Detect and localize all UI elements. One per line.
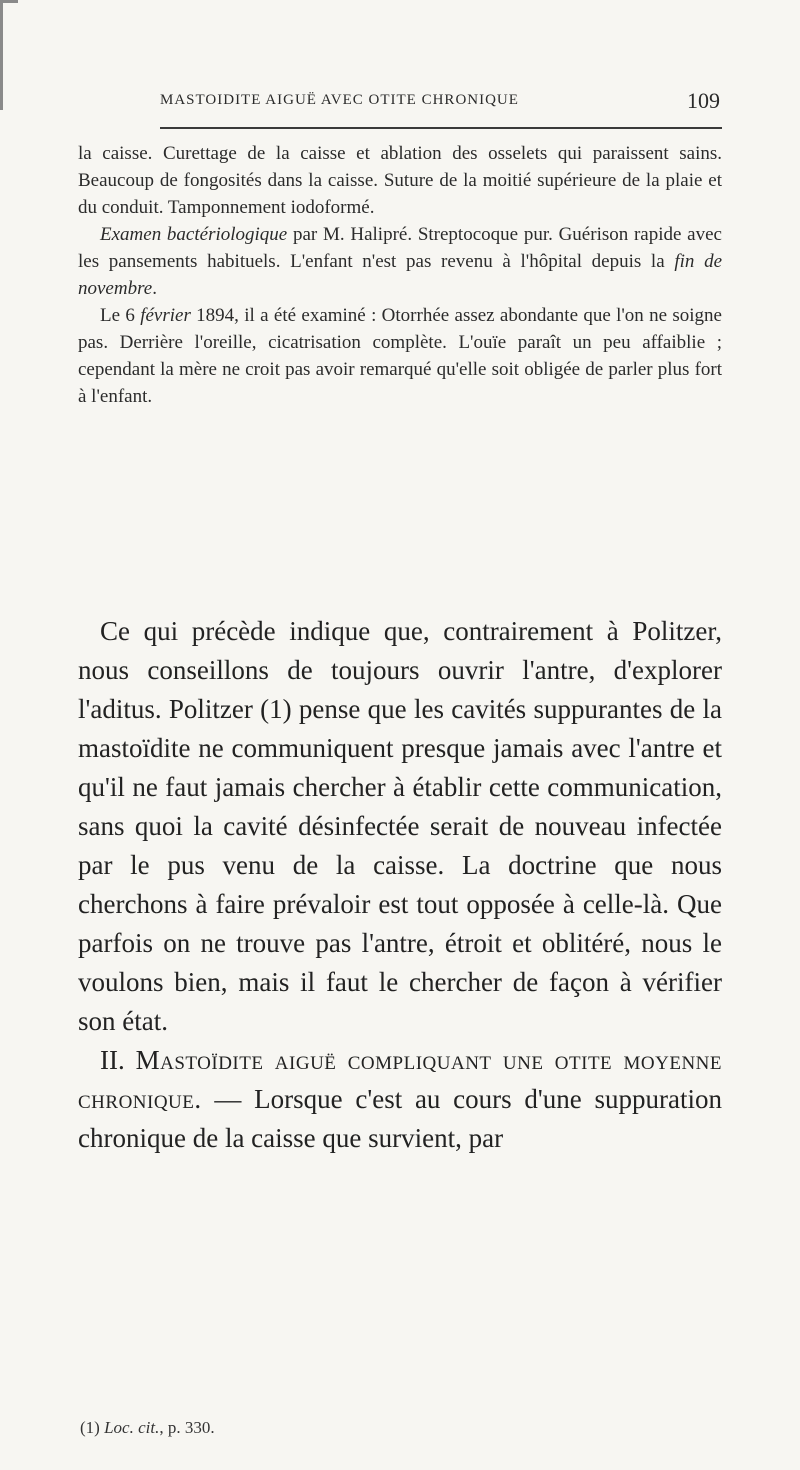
main-text — [78, 612, 722, 1158]
footnote-marker: (1) — [80, 1418, 105, 1437]
section-title: Mastoïdite aiguë compliquant une otite moyenne chronique. — [78, 1045, 722, 1114]
case-text: par M. Halipré. Streptocoque pur. Guérison rapide avec les pansements habituels. L'enfant n'est pas revenu à l'hôpital depuis la — [78, 224, 722, 272]
running-head: MASTOIDITE AIGUË AVEC OTITE CHRONIQUE — [160, 92, 519, 108]
case-text: 1894, il a été examiné : Otorrhée assez abondante que l'on ne soigne pas. Derrière l'oreille, cicatrisation complète. L'ouïe paraît un peu affaiblie ; cependant la mère ne croit pas avoir remarqué qu'elle soit obligée de parler plus fort à l'enfant. — [78, 305, 722, 407]
case-label: Examen bactériologique — [100, 224, 288, 245]
case-date: fin de novembre — [78, 251, 722, 299]
section-paragraph — [78, 1041, 722, 1158]
case-paragraph-1: la caisse. Curettage de la caisse et ablation des osselets qui paraissent sains. Beaucoup de fongosités dans la caisse. Suture de la moitié supérieure de la plaie et du conduit. Tamponnement iodoformé. — [78, 143, 722, 218]
page-edge-rule — [0, 0, 3, 110]
footnote — [80, 1418, 215, 1438]
page-edge-stub — [0, 0, 18, 3]
page-number: 109 — [687, 88, 720, 113]
case-paragraph-3 — [78, 302, 722, 410]
case-report — [78, 140, 722, 410]
case-text-start: Le 6 — [100, 305, 141, 326]
body-paragraph: Ce qui précède indique que, contrairement à Politzer, nous conseillons de toujours ouvrir l'antre, d'explorer l'aditus. Politzer (1) pense que les cavités suppurantes de la mastoïdite ne communiquent presque jamais avec l'antre et qu'il ne faut jamais chercher à établir cette communication, sans quoi la cavité désinfectée serait de nouveau infectée par le pus venu de la caisse. La doctrine que nous cherchons à faire prévaloir est tout opposée à celle-là. Que parfois on ne trouve pas l'antre, étroit et oblitéré, nous le voulons bien, mais il faut le chercher de façon à vérifier son état. — [78, 616, 722, 1036]
footnote-ref: Loc. cit. — [104, 1418, 160, 1437]
section-number: II. — [100, 1045, 136, 1075]
footnote-text: , p. 330. — [159, 1418, 215, 1437]
case-end: . — [152, 278, 157, 299]
case-date: février — [140, 305, 191, 326]
page-header — [160, 88, 720, 114]
header-rule — [160, 127, 722, 129]
case-paragraph-2 — [78, 221, 722, 302]
section-text: — Lorsque c'est au cours d'une suppuration chronique de la caisse que survient, par — [78, 1084, 722, 1153]
